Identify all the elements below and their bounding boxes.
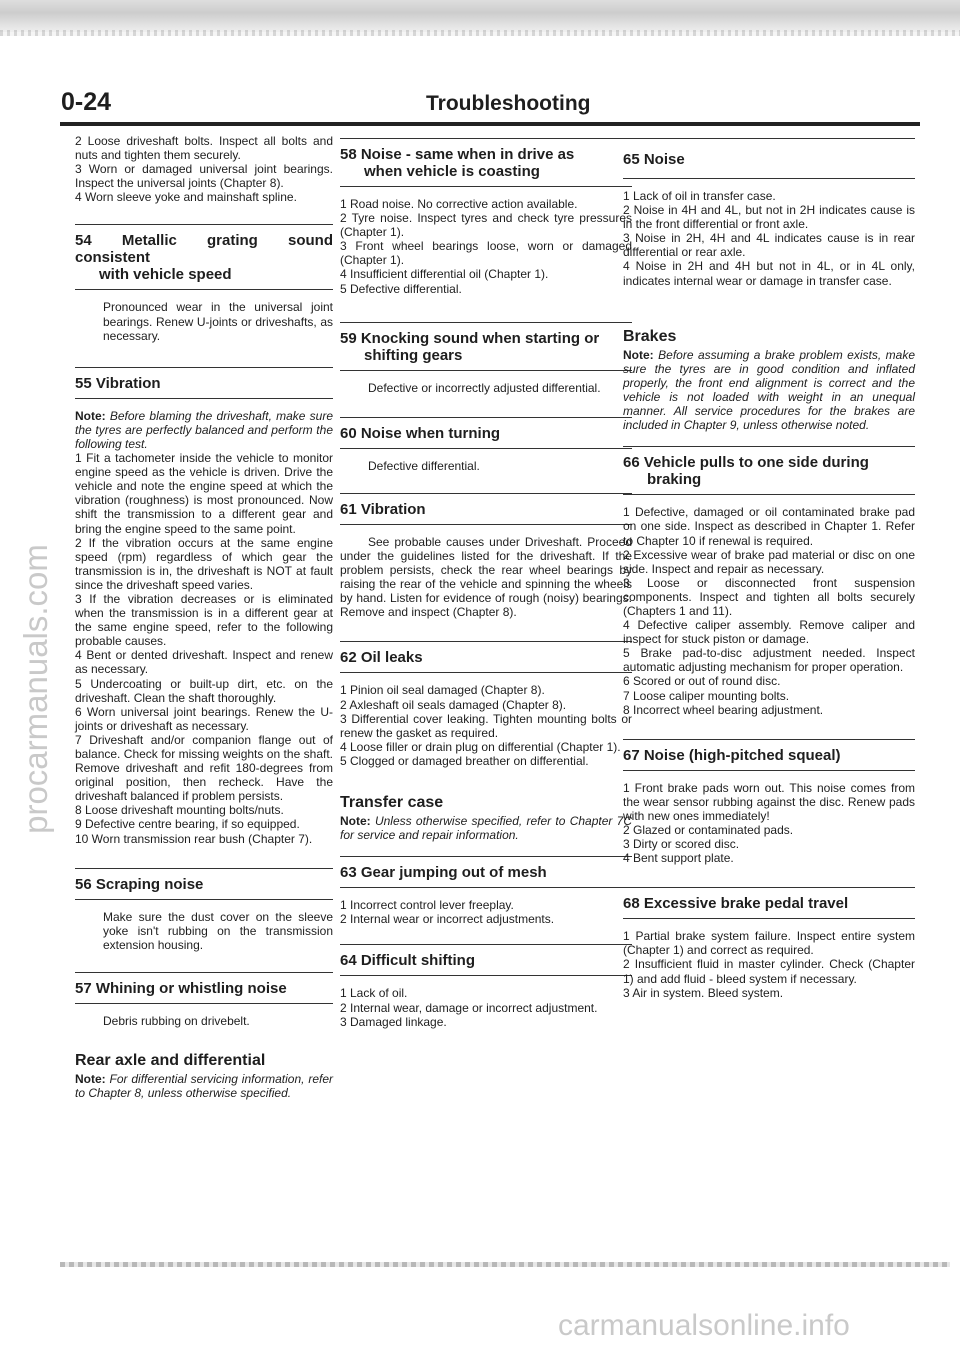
- section-54-heading: [75, 224, 333, 290]
- list-item: 3 Differential cover leaking. Tighten mounting bolts or renew the gasket as required.: [340, 711, 632, 740]
- note-label: Note:: [623, 347, 654, 362]
- scan-bottom-edge: [60, 1262, 950, 1267]
- section-60-heading: [340, 417, 632, 449]
- list-item: 5 Brake pad-to-disc adjustment needed. Inspect automatic adjusting mechanism for proper operation.: [623, 646, 915, 675]
- section-title: 56 Scraping noise: [75, 875, 204, 893]
- list-item: 3 Loose or disconnected front suspension components. Inspect and tighten all bolts securely (Chapters 1 and 11).: [623, 575, 915, 618]
- watermark-bottom: carmanualsonline.info: [558, 1309, 850, 1342]
- note: [340, 814, 632, 842]
- section-57-heading: [75, 972, 333, 1004]
- list-item: 5 Clogged or damaged breather on differential.: [340, 753, 589, 768]
- list-item: 1 Front brake pads worn out. This noise comes from the wear sensor rubbing against the disc. Renew pads with new ones immediately!: [623, 780, 915, 823]
- section-66-heading: [623, 446, 915, 495]
- list-item: 1 Lack of oil.: [340, 986, 408, 1001]
- section-55-heading: [75, 367, 333, 399]
- list-item: 4 Defective caliper assembly. Remove caliper and inspect for stuck piston or damage.: [623, 618, 915, 647]
- section-59-heading: [340, 322, 632, 371]
- list-item: 6 Worn universal joint bearings. Renew the U-joints or driveshaft as necessary.: [75, 704, 333, 733]
- list-item: 2 Excessive wear of brake pad material or disc on one side. Inspect and repair as necessary.: [623, 547, 915, 576]
- rear-axle-heading: Rear axle and differential: [75, 1052, 266, 1070]
- section-67-heading: [623, 739, 915, 771]
- list-item: 5 Defective differential.: [340, 281, 462, 296]
- list-item: 3 If the vibration decreases or is eliminated when the transmission is in a different gear at the same engine speed, refer to the following probable causes.: [75, 591, 333, 649]
- section-body: Defective differential.: [368, 458, 480, 473]
- page-number: 0-24: [61, 88, 112, 116]
- list-item: 10 Worn transmission rear bush (Chapter 7).: [75, 831, 313, 846]
- section-64-heading: [340, 944, 632, 976]
- section-61-heading: [340, 493, 632, 525]
- header-rule: [60, 122, 920, 126]
- column-1: [75, 134, 333, 1100]
- note-text: Before blaming the driveshaft, make sure the tyres are perfectly balanced and perform the following test.: [75, 408, 333, 451]
- list-item: 1 Fit a tachometer inside the vehicle to monitor engine speed as the vehicle is driven. Drive the vehicle and note the engine speed at which the vibration (roughness) is most pronounced. Now shift the transmission to a different gear and bring the engine speed to the same point.: [75, 451, 333, 536]
- section-title: 68 Excessive brake pedal travel: [623, 895, 849, 913]
- section-title: 66 Vehicle pulls to one side during: [623, 454, 869, 472]
- section-title-line2: braking: [647, 471, 702, 489]
- list-item: 4 Insufficient differential oil (Chapter 1).: [340, 267, 549, 282]
- section-title-line2: shifting gears: [364, 346, 463, 364]
- list-item: 3 Damaged linkage.: [340, 1014, 447, 1029]
- list-item: 4 Worn sleeve yoke and mainshaft spline.: [75, 190, 297, 205]
- list-item: 2 Insufficient fluid in master cylinder. Check (Chapter 1) and add fluid - bleed system if necessary.: [623, 957, 915, 986]
- section-body: Make sure the dust cover on the sleeve yoke isn't rubbing on the transmission extension housing.: [103, 909, 333, 952]
- section-65-heading: [623, 138, 915, 179]
- section-title: 55 Vibration: [75, 374, 161, 392]
- note-label: Note:: [75, 408, 106, 423]
- section-title: 59 Knocking sound when starting or: [340, 329, 600, 347]
- list-item: 4 Loose filler or drain plug on differential (Chapter 1).: [340, 739, 621, 754]
- section-body: See probable causes under Driveshaft. Proceed under the guidelines listed for the driveshaft. If the problem persists, check the rear wheel bearings by raising the rear of the vehicle and spinning the wheels by hand. Listen for evidence of rough (noisy) bearings. Remove and inspect (Chapter 8).: [340, 534, 632, 620]
- section-62-heading: [340, 641, 632, 673]
- note-text: Before assuming a brake problem exists, make sure the tyres are in good condition and inflated properly, the front end alignment is correct and the vehicle is not loaded with weight in an unequal manner. All service procedures for the brakes are included in Chapter 9, unless otherwise noted.: [623, 347, 915, 433]
- note: [75, 1072, 333, 1100]
- note: [623, 348, 915, 433]
- section-title: 62 Oil leaks: [340, 649, 423, 667]
- section-body: Pronounced wear in the universal joint bearings. Renew U-joints or driveshafts, as necessary.: [103, 300, 333, 343]
- list-item: 3 Dirty or scored disc.: [623, 837, 740, 852]
- section-56-heading: [75, 868, 333, 900]
- list-item: 1 Pinion oil seal damaged (Chapter 8).: [340, 683, 545, 698]
- note-text: For differential servicing information, refer to Chapter 8, unless otherwise specified.: [75, 1072, 334, 1101]
- section-63-heading: [340, 856, 632, 888]
- list-item: 1 Lack of oil in transfer case.: [623, 189, 776, 203]
- section-title: 67 Noise (high-pitched squeal): [623, 746, 841, 764]
- column-2: [340, 134, 632, 1029]
- list-item: 2 Tyre noise. Inspect tyres and check tyre pressures (Chapter 1).: [340, 211, 632, 240]
- list-item: 3 Noise in 2H, 4H and 4L indicates cause is in rear differential or rear axle.: [623, 231, 915, 260]
- note-label: Note:: [75, 1072, 106, 1087]
- section-title: 63 Gear jumping out of mesh: [340, 864, 547, 882]
- section-title: 60 Noise when turning: [340, 424, 501, 442]
- scan-top-noise: [0, 30, 960, 36]
- list-item: 2 Internal wear or incorrect adjustments.: [340, 912, 555, 927]
- list-item: 1 Road noise. No corrective action available.: [340, 197, 578, 211]
- section-title: 64 Difficult shifting: [340, 952, 475, 970]
- list-item: 9 Defective centre bearing, if so equipped.: [75, 817, 300, 832]
- list-item: 1 Defective, damaged or oil contaminated brake pad on one side. Inspect as described in Chapter 1. Refer to Chapter 10 if renewal is required.: [623, 505, 915, 548]
- scan-top-edge: [0, 0, 960, 32]
- section-58-heading: [340, 138, 632, 187]
- list-item: 7 Loose caliper mounting bolts.: [623, 688, 790, 703]
- list-item: 1 Incorrect control lever freeplay.: [340, 898, 514, 913]
- list-item: 2 Axleshaft oil seals damaged (Chapter 8).: [340, 697, 567, 712]
- section-title: 57 Whining or whistling noise: [75, 979, 287, 997]
- list-item: 2 Noise in 4H and 4L, but not in 2H indicates cause is in the front differential or front axle.: [623, 203, 915, 232]
- section-title: 61 Vibration: [340, 500, 426, 518]
- section-title: 58 Noise - same when in drive as: [340, 146, 575, 163]
- brakes-heading: Brakes: [623, 327, 677, 345]
- section-title: 65 Noise: [623, 151, 685, 168]
- list-item: 3 Worn or damaged universal joint bearings. Inspect the universal joints (Chapter 8).: [75, 162, 333, 191]
- list-item: 3 Air in system. Bleed system.: [623, 985, 784, 1000]
- list-item: 8 Loose driveshaft mounting bolts/nuts.: [75, 803, 284, 818]
- section-title-line2: when vehicle is coasting: [364, 163, 540, 180]
- list-item: 2 Loose driveshaft bolts. Inspect all bolts and nuts and tighten them securely.: [75, 134, 333, 163]
- watermark-left: [6, 540, 66, 840]
- note: [75, 409, 333, 451]
- list-item: 3 Front wheel bearings loose, worn or damaged (Chapter 1).: [340, 239, 632, 268]
- transfer-case-heading: Transfer case: [340, 793, 444, 811]
- list-item: 4 Bent support plate.: [623, 851, 734, 866]
- section-title-line2: with vehicle speed: [99, 266, 232, 284]
- section-title: 54 Metallic grating sound consistent: [75, 232, 333, 267]
- list-item: 6 Scored or out of round disc.: [623, 674, 781, 689]
- list-item: 2 Glazed or contaminated pads.: [623, 823, 794, 837]
- section-body: Defective or incorrectly adjusted differential.: [368, 380, 601, 395]
- list-item: 5 Undercoating or built-up dirt, etc. on the driveshaft. Clean the shaft thoroughly.: [75, 676, 333, 705]
- note-label: Note:: [340, 814, 371, 829]
- watermark-left-text: procarmanuals.com: [17, 544, 54, 834]
- list-item: 2 If the vibration occurs at the same engine speed (rpm) regardless of which gear the transmission is in, the driveshaft is NOT at fault since the driveshaft speed varies.: [75, 535, 333, 592]
- column-3: [623, 134, 915, 1000]
- section-body: Debris rubbing on drivebelt.: [103, 1013, 250, 1028]
- list-item: 7 Driveshaft and/or companion flange out of balance. Check for missing weights on the shaft. Remove driveshaft and refit 180-degrees from original position, then recheck. Have the driveshaft balanced if problem persists.: [75, 732, 333, 804]
- section-68-heading: [623, 887, 915, 919]
- list-item: 1 Partial brake system failure. Inspect entire system (Chapter 1) and correct as required.: [623, 929, 915, 958]
- page-title: Troubleshooting: [426, 92, 591, 115]
- list-item: 2 Internal wear, damage or incorrect adjustment.: [340, 1000, 598, 1015]
- list-item: 4 Noise in 2H and 4H but not in 4L, or in 4L only, indicates internal wear or damage in transfer case.: [623, 259, 915, 288]
- list-item: 8 Incorrect wheel bearing adjustment.: [623, 702, 824, 717]
- note-text: Unless otherwise specified, refer to Chapter 7C for service and repair information.: [340, 814, 633, 843]
- list-item: 4 Bent or dented driveshaft. Inspect and renew as necessary.: [75, 648, 333, 677]
